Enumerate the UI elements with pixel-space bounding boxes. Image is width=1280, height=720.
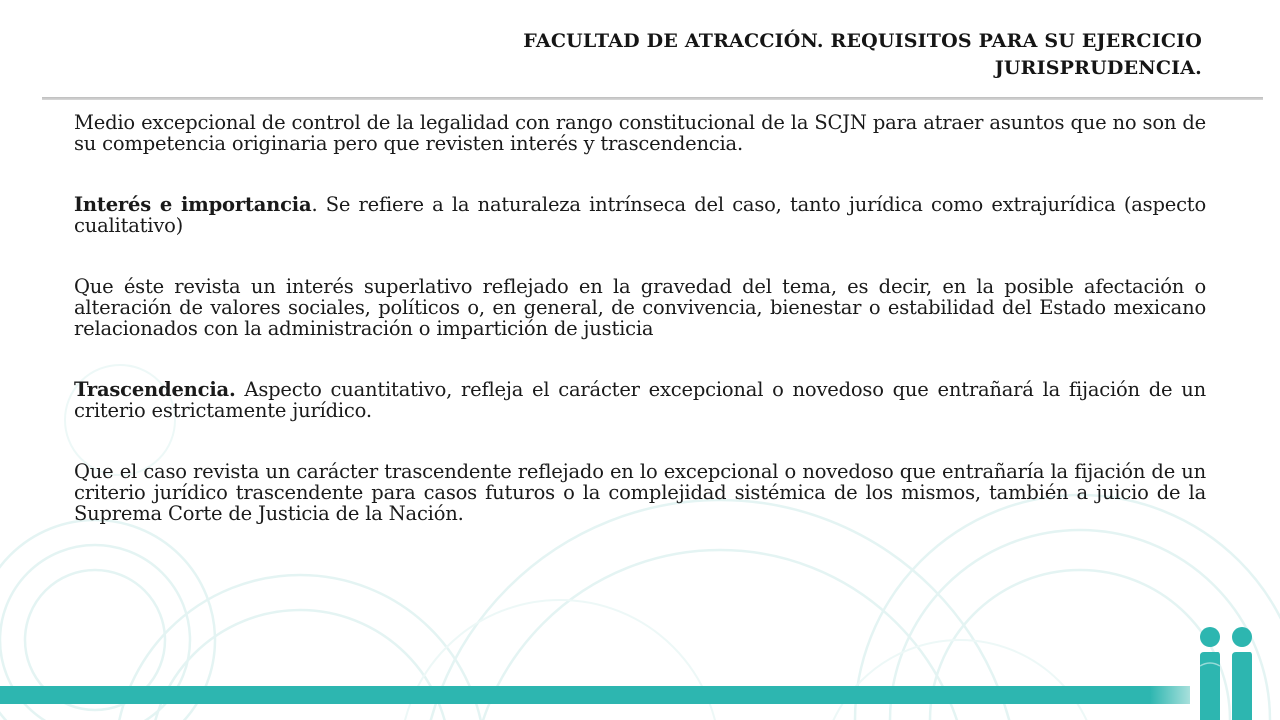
slide-title-line1: FACULTAD DE ATRACCIÓN. REQUISITOS PARA SU EJERCICIO [523, 30, 1202, 52]
paragraph-heading: Trascendencia. [74, 378, 236, 401]
paragraph-text: Medio excepcional de control de la legalidad con rango constitucional de la SCJN para atraer asuntos que no son de su competencia originaria pero que revisten interés y trascendencia. [74, 111, 1206, 155]
slide-title-line2: JURISPRUDENCIA. [994, 57, 1202, 79]
paragraph-interes-superlativo [74, 276, 1206, 339]
slide-title [202, 28, 1202, 82]
paragraph-text: Que éste revista un interés superlativo reflejado en la gravedad del tema, es decir, en la posible afectación o alteración de valores sociales, políticos o, en general, de convivencia, bienestar o estabilidad del Estado mexicano relacionados con la administración o impartición de justicia [74, 275, 1206, 340]
paragraph-trascendencia [74, 379, 1206, 421]
paragraph-text: Aspecto cuantitativo, refleja el carácter excepcional o novedoso que entrañará la fijación de un criterio estrictamente jurídico. [74, 378, 1206, 422]
paragraph-definition [74, 112, 1206, 154]
paragraph-heading: Interés e importancia [74, 193, 312, 216]
slide-body [74, 112, 1206, 524]
paragraph-text: Que el caso revista un carácter trascendente reflejado en lo excepcional o novedoso que entrañaría la fijación de un criterio jurídico trascendente para casos futuros o la complejidad sistémica de los mismos, también a juicio de la Suprema Corte de Justicia de la Nación. [74, 460, 1206, 525]
paragraph-text: . Se refiere a la naturaleza intrínseca del caso, tanto jurídica como extrajurídica (aspecto cualitativo) [74, 193, 1206, 237]
title-divider [42, 97, 1263, 100]
paragraph-interes-importancia [74, 194, 1206, 236]
ii-logo-icon [1196, 626, 1260, 720]
bottom-accent-band-fade [1150, 686, 1190, 704]
paragraph-caracter-trascendente [74, 461, 1206, 524]
bottom-accent-band [0, 686, 1180, 704]
